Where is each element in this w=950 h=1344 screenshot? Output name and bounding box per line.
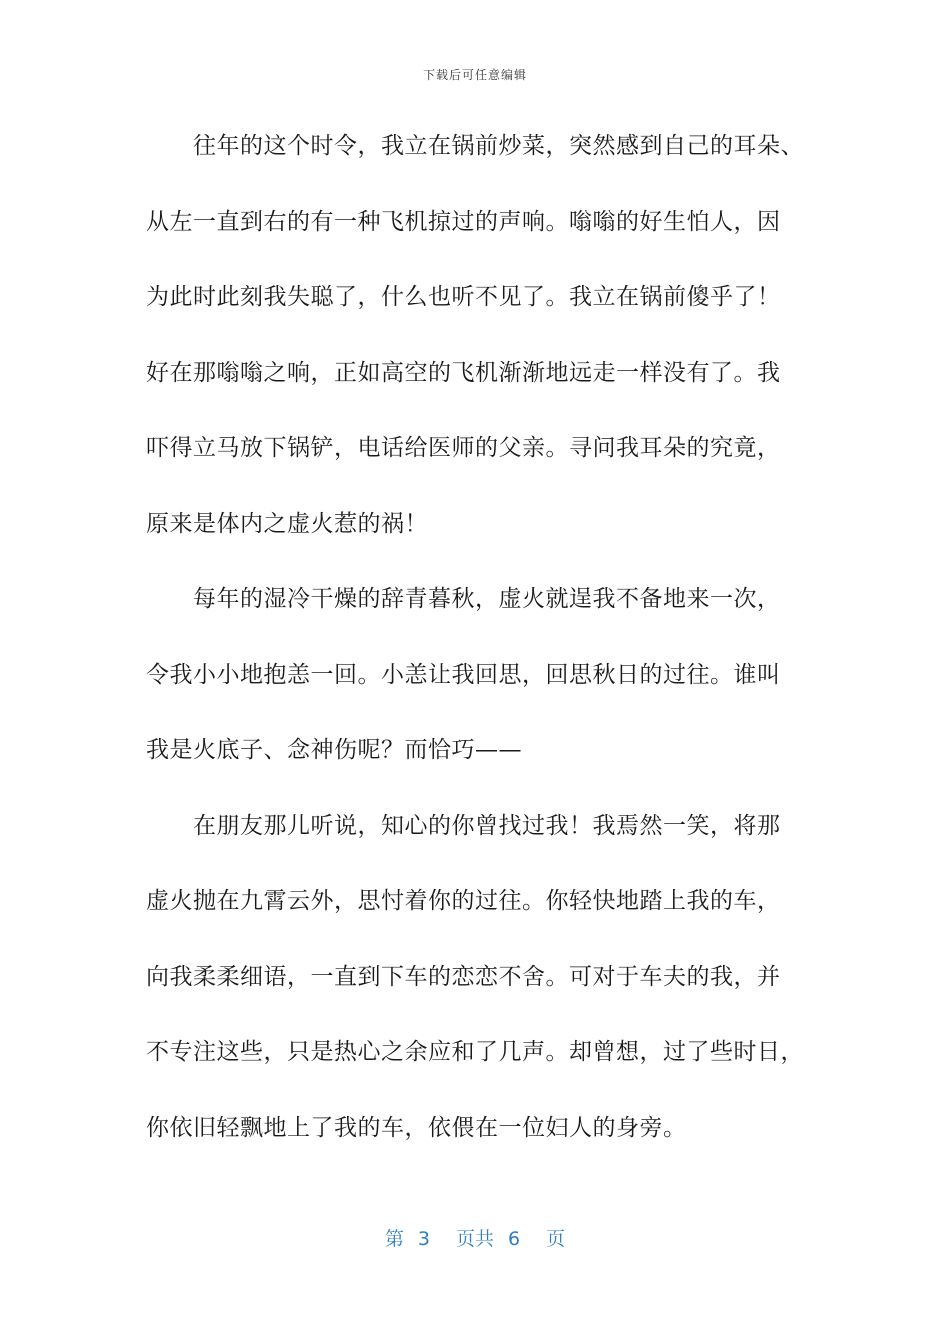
text-line-1: 往年的这个时令，我立在锅前炒菜，突然感到自己的耳朵、	[193, 133, 804, 159]
text-line-2: 从左一直到右的有一种飞机掠过的声响。嗡嗡的好生怕人，因	[146, 208, 781, 235]
text-line-12: 向我柔柔细语，一直到下车的恋恋不舍。可对于车夫的我，并	[146, 963, 781, 990]
text-line-5: 吓得立马放下锅铲，电话给医师的父亲。寻问我耳朵的究竟，	[146, 435, 781, 461]
text-line-14: 你依旧轻飘地上了我的车，依偎在一位妇人的身旁。	[146, 1114, 687, 1141]
text-line-11: 虚火抛在九霄云外，思忖着你的过往。你轻快地踏上我的车，	[146, 888, 781, 914]
text-line-3: 为此时此刻我失聪了，什么也听不见了。我立在锅前傻乎了！	[146, 284, 781, 310]
text-line-4: 好在那嗡嗡之响，正如高空的飞机渐渐地远走一样没有了。我	[146, 359, 781, 386]
footer-prefix: 第	[384, 1228, 404, 1250]
text-line-10: 在朋友那儿听说，知心的你曾找过我！我焉然一笑，将那	[193, 812, 781, 839]
text-line-6: 原来是体内之虚火惹的祸！	[146, 510, 428, 537]
text-line-13: 不专注这些，只是热心之余应和了几声。却曾想，过了些时日，	[146, 1039, 804, 1065]
header-note: 下载后可任意编辑	[422, 68, 527, 82]
footer-suffix: 页	[546, 1228, 566, 1250]
document-body	[146, 118, 816, 1175]
text-line-7: 每年的湿冷干燥的辞青暮秋，虚火就逞我不备地来一次，	[193, 586, 781, 612]
text-line-9: 我是火底子、念神伤呢？而恰巧——	[146, 737, 522, 763]
page-footer	[0, 1224, 950, 1251]
footer-page-number: 3	[417, 1228, 430, 1250]
footer-total-pages: 6	[508, 1228, 521, 1250]
footer-middle: 页共	[455, 1228, 494, 1250]
text-line-8: 令我小小地抱恙一回。小恙让我回思，回思秋日的过往。谁叫	[146, 661, 781, 688]
